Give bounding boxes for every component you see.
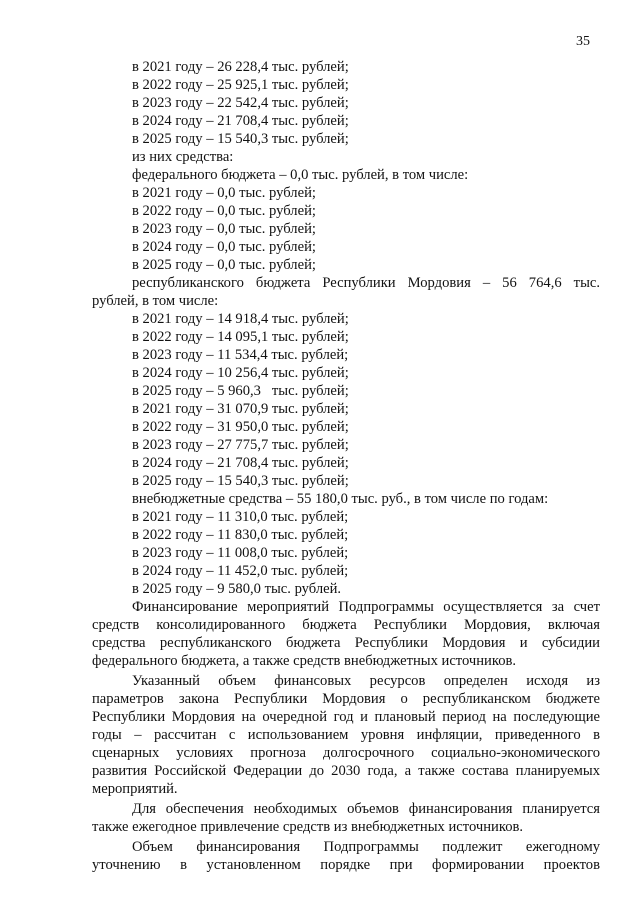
paragraph-line: средств консолидированного бюджета Республики Мордовия, включая xyxy=(92,617,600,633)
text-line: в 2021 году – 26 228,4 тыс. рублей; xyxy=(132,59,349,75)
text-line: в 2022 году – 0,0 тыс. рублей; xyxy=(132,203,316,219)
text-line: в 2023 году – 11 534,4 тыс. рублей; xyxy=(132,347,349,363)
text-line: в 2024 году – 21 708,4 тыс. рублей; xyxy=(132,113,349,129)
text-line: в 2023 году – 22 542,4 тыс. рублей; xyxy=(132,95,349,111)
text-line: в 2023 году – 0,0 тыс. рублей; xyxy=(132,221,316,237)
paragraph-line: федерального бюджета, а также средств внебюджетных источников. xyxy=(92,653,517,669)
text-line: в 2021 году – 0,0 тыс. рублей; xyxy=(132,185,316,201)
text-line: в 2025 году – 0,0 тыс. рублей; xyxy=(132,257,316,273)
text-line: республиканского бюджета Республики Мордовия – 56 764,6 тыс. xyxy=(132,275,600,291)
text-line: в 2025 году – 15 540,3 тыс. рублей; xyxy=(132,131,349,147)
text-line: в 2022 году – 14 095,1 тыс. рублей; xyxy=(132,329,349,345)
text-line: в 2021 году – 11 310,0 тыс. рублей; xyxy=(132,509,349,525)
text-line: в 2023 году – 27 775,7 тыс. рублей; xyxy=(132,437,349,453)
paragraph-line: Объем финансирования Подпрограммы подлежит ежегодному xyxy=(132,839,600,855)
page-number: 35 xyxy=(576,34,590,49)
text-line: в 2024 году – 10 256,4 тыс. рублей; xyxy=(132,365,349,381)
paragraph-line: мероприятий. xyxy=(92,781,178,797)
text-line: в 2024 году – 11 452,0 тыс. рублей; xyxy=(132,563,349,579)
paragraph-line: сценарных условиях прогноза долгосрочного социально-экономического xyxy=(92,745,600,761)
paragraph-line: параметров закона Республики Мордовия о республиканском бюджете xyxy=(92,691,600,707)
text-line: в 2021 году – 31 070,9 тыс. рублей; xyxy=(132,401,349,417)
text-line: в 2025 году – 15 540,3 тыс. рублей; xyxy=(132,473,349,489)
text-line: в 2025 году – 5 960,3 тыс. рублей; xyxy=(132,383,349,399)
paragraph-line: Для обеспечения необходимых объемов финансирования планируется xyxy=(132,801,600,817)
paragraph-line: уточнению в установленном порядке при формировании проектов xyxy=(92,857,600,873)
text-line: федерального бюджета – 0,0 тыс. рублей, в том числе: xyxy=(132,167,469,183)
text-line: в 2022 году – 11 830,0 тыс. рублей; xyxy=(132,527,349,543)
paragraph-line: годы – рассчитан с использованием уровня инфляции, приведенного в xyxy=(92,727,600,743)
text-line: рублей, в том числе: xyxy=(92,293,219,309)
paragraph-line: развития Российской Федерации до 2030 года, а также состава планируемых xyxy=(92,763,600,779)
text-line: в 2022 году – 25 925,1 тыс. рублей; xyxy=(132,77,349,93)
text-line: в 2025 году – 9 580,0 тыс. рублей. xyxy=(132,581,342,597)
text-line: в 2021 году – 14 918,4 тыс. рублей; xyxy=(132,311,349,327)
text-line: в 2024 году – 21 708,4 тыс. рублей; xyxy=(132,455,349,471)
text-line: из них средства: xyxy=(132,149,234,165)
text-line: в 2022 году – 31 950,0 тыс. рублей; xyxy=(132,419,349,435)
text-line: в 2023 году – 11 008,0 тыс. рублей; xyxy=(132,545,349,561)
paragraph-line: Указанный объем финансовых ресурсов определен исходя из xyxy=(132,673,600,689)
paragraph-line: также ежегодное привлечение средств из внебюджетных источников. xyxy=(92,819,524,835)
text-line: внебюджетные средства – 55 180,0 тыс. руб., в том числе по годам: xyxy=(132,491,549,507)
paragraph-line: Финансирование мероприятий Подпрограммы осуществляется за счет xyxy=(132,599,600,615)
paragraph-line: средства республиканского бюджета Республики Мордовия и субсидии xyxy=(92,635,600,651)
text-line: в 2024 году – 0,0 тыс. рублей; xyxy=(132,239,316,255)
paragraph-line: Республики Мордовия на очередной год и плановый период на последующие xyxy=(92,709,600,725)
